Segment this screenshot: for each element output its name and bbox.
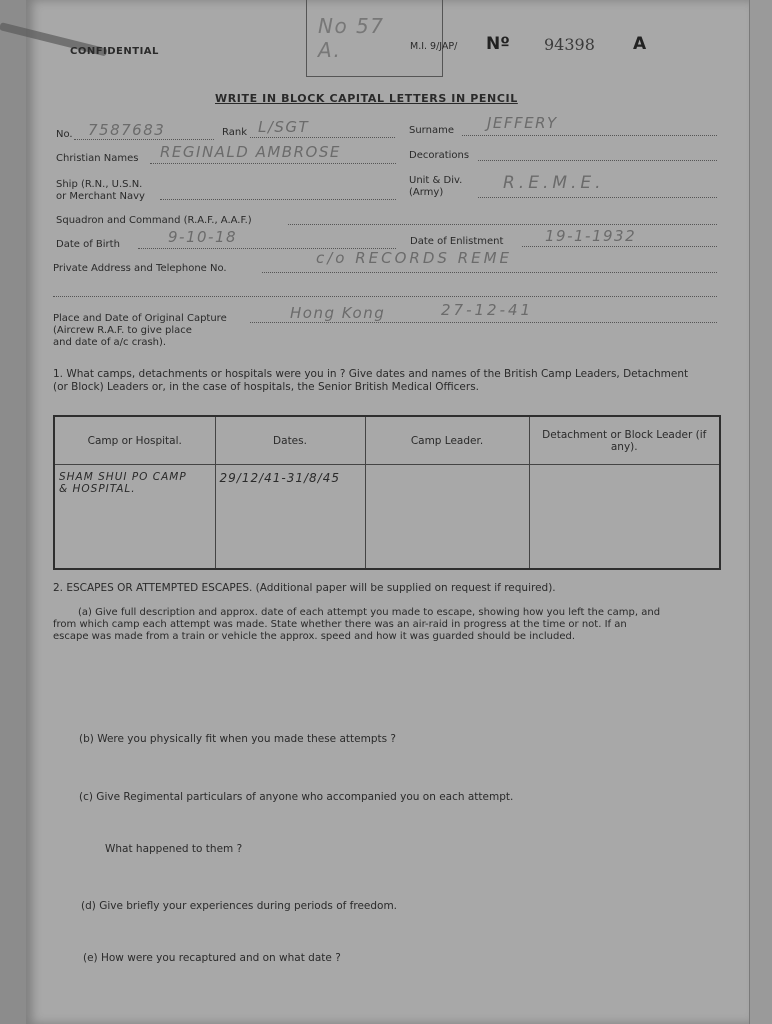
decorations-label: Decorations [409, 150, 470, 161]
rank-value: L/SGT [258, 118, 310, 136]
dob-label: Date of Birth [56, 239, 120, 250]
question-1-line-1: 1. What camps, detachments or hospitals were you in ? Give dates and names of the British Camp Leaders, Detachment [53, 368, 689, 380]
rank-label: Rank [222, 127, 247, 138]
christian-names-line [150, 163, 396, 164]
address-line [262, 272, 717, 273]
enlistment-line [522, 246, 717, 247]
file-number-stamp: No 57 A. [318, 14, 385, 62]
question-2e: (e) How were you recaptured and on what date ? [83, 952, 341, 964]
surname-label: Surname [409, 125, 454, 136]
column-header-camp-leader: Camp Leader. [365, 416, 529, 465]
unit-value: R.E.M.E. [503, 173, 605, 193]
enlistment-label: Date of Enlistment [410, 236, 504, 247]
classification-label: CONFIDENTIAL [70, 46, 159, 57]
capture-label-line-3: and date of a/c crash). [53, 337, 167, 348]
unit-line [478, 197, 717, 198]
capture-line [250, 322, 717, 323]
cell-camp-leader [365, 465, 529, 570]
no-label: No. [56, 129, 73, 140]
mi-reference: M.I. 9/JAP/ [410, 41, 458, 52]
unit-label-line-2: (Army) [409, 187, 444, 198]
form-number: 94398 [544, 35, 595, 54]
unit-label-line-1: Unit & Div. [409, 175, 463, 186]
enlistment-value: 19-1-1932 [545, 227, 637, 245]
camps-table-header [54, 416, 720, 465]
no-line [74, 139, 214, 140]
capture-place-value: Hong Kong [290, 304, 386, 322]
address-value: c/o RECORDS REME [316, 249, 513, 267]
christian-names-label: Christian Names [56, 153, 139, 164]
ship-label-line-2: or Merchant Navy [56, 191, 145, 202]
question-2c-followup: What happened to them ? [105, 843, 243, 855]
question-2b: (b) Were you physically fit when you made these attempts ? [79, 733, 396, 745]
christian-names-value: REGINALD AMBROSE [160, 143, 341, 161]
column-header-camp: Camp or Hospital. [54, 416, 215, 465]
capture-label-line-2: (Aircrew R.A.F. to give place [53, 325, 192, 336]
question-2a-line-2: from which camp each attempt was made. State whether there was an air-raid in progress at the time or not. If an [53, 619, 627, 630]
no-value: 7587683 [88, 121, 166, 139]
dob-value: 9-10-18 [168, 228, 238, 246]
address-line-2 [53, 296, 717, 297]
question-2a-line-3: escape was made from a train or vehicle the approx. speed and how it was guarded should be included. [53, 631, 576, 642]
question-2d: (d) Give briefly your experiences during periods of freedom. [81, 900, 398, 912]
question-2c: (c) Give Regimental particulars of anyone who accompanied you on each attempt. [79, 791, 514, 803]
camps-table [53, 415, 721, 570]
question-1-line-2: (or Block) Leaders or, in the case of hospitals, the Senior British Medical Officers. [53, 381, 480, 393]
underlying-page-left [0, 0, 26, 1024]
cell-detachment-leader [529, 465, 720, 570]
squadron-line [288, 224, 717, 225]
ship-label-line-1: Ship (R.N., U.S.N. [56, 179, 143, 190]
cell-dates: 29/12/41-31/8/45 [215, 465, 365, 570]
column-header-detachment-leader: Detachment or Block Leader (if any). [529, 416, 720, 465]
capture-label-line-1: Place and Date of Original Capture [53, 313, 227, 324]
underlying-page-right [749, 0, 772, 1024]
ship-line [160, 199, 396, 200]
form-title: WRITE IN BLOCK CAPITAL LETTERS IN PENCIL [215, 92, 518, 105]
decorations-line [478, 160, 717, 161]
surname-value: JEFFERY [487, 114, 558, 132]
address-label: Private Address and Telephone No. [53, 263, 227, 274]
squadron-label: Squadron and Command (R.A.F., A.A.F.) [56, 215, 252, 226]
question-2a-line-1: (a) Give full description and approx. date of each attempt you made to escape, showing how you left the camp, and [78, 607, 661, 618]
question-2-heading: 2. ESCAPES OR ATTEMPTED ESCAPES. (Additional paper will be supplied on request if required). [53, 582, 556, 594]
rank-line [250, 137, 395, 138]
cell-camp: SHAM SHUI PO CAMP & HOSPITAL. [54, 465, 215, 570]
surname-line [462, 135, 717, 136]
table-row [54, 465, 720, 570]
number-label: Nº [486, 34, 510, 54]
capture-date-value: 27-12-41 [441, 301, 534, 319]
series-letter: A [633, 34, 647, 54]
column-header-dates: Dates. [215, 416, 365, 465]
